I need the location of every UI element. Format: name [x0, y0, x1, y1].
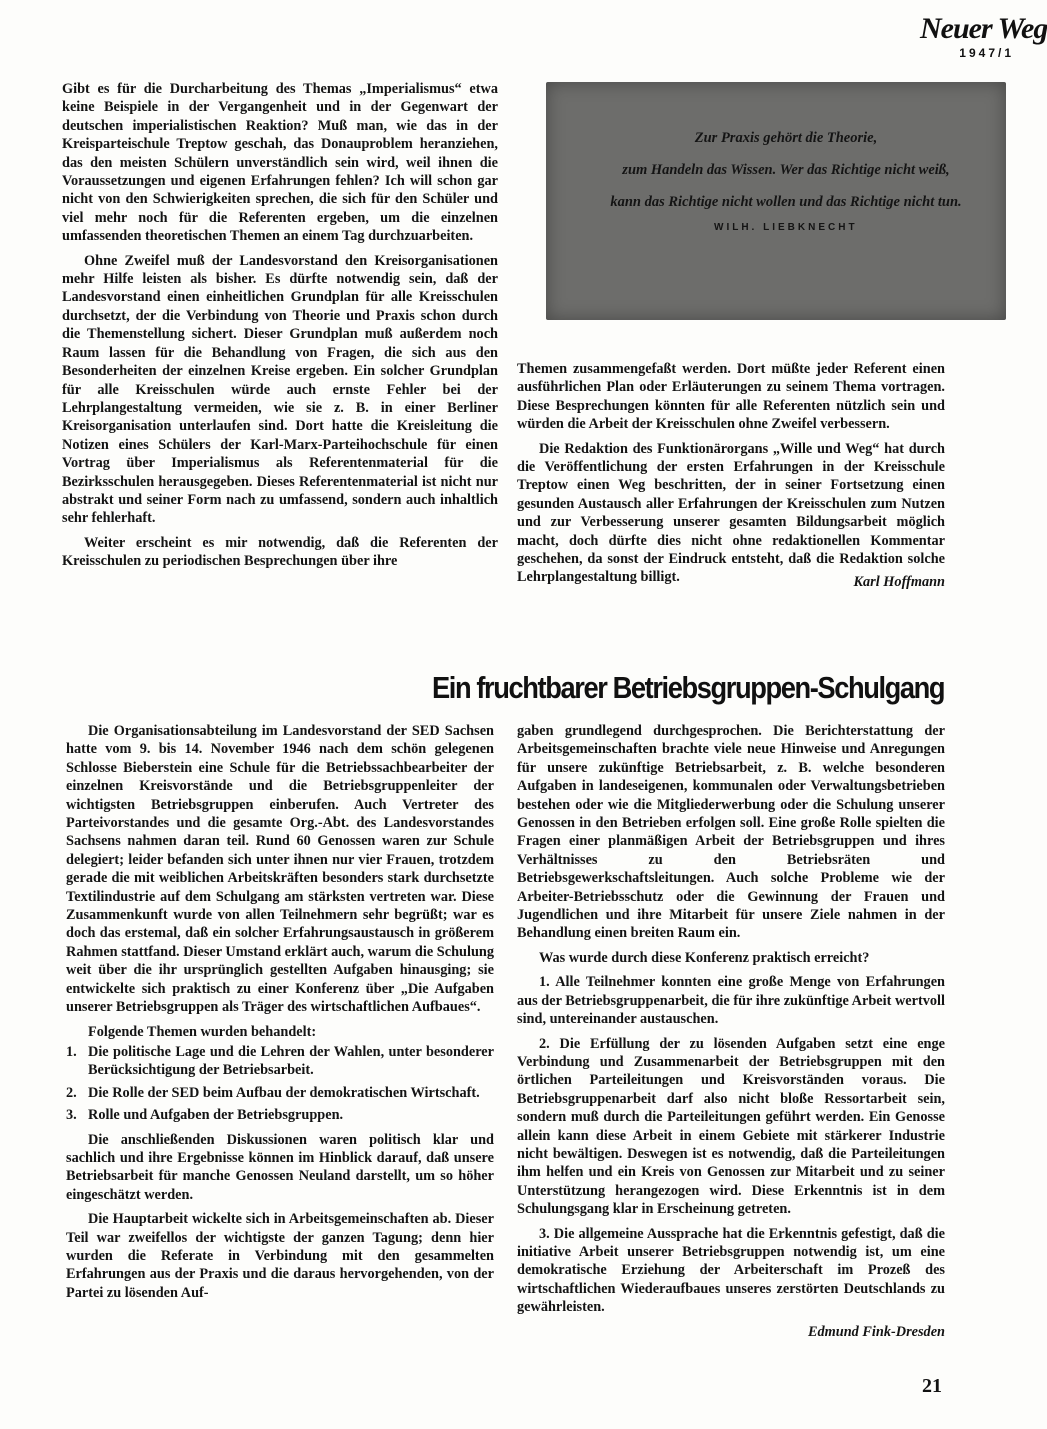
article2-question: Was wurde durch diese Konferenz praktisch erreicht? [539, 949, 870, 966]
article2-signature: Edmund Fink-Dresden [807, 1323, 945, 1340]
topic-number: 2. [66, 1084, 77, 1101]
article2-topics-list [66, 1043, 494, 1125]
article1-left-paragraph-2: Ohne Zweifel muß der Landesvorstand den Kreisorganisationen mehr Hilfe leisten als bisher. Es dürfte notwendig sein, daß der Landesvorstand einen einheitlichen Grundplan für alle Kreisschulen durchsetzt, der die Verbindung von Theorie und Praxis schon durch die Themenstellung sichert. Dieser Grundplan muß außerdem noch Raum lassen für die Behandlung von Fragen, die sich aus den Besonderheiten der einzelnen Kreise ergeben. Ein solcher Grundplan für alle Kreisschulen würde auch ernste Fehler bei der Lehrplangestaltung vermeiden, wie sie z. B. in einer Berliner Kreisorganisation unterlaufen sind. Dort hatte die Kreisleitung die Notizen eines Schülers der Karl-Marx-Parteihochschule für einen Vortrag über Imperialismus als Referentenmaterial für die Bezirksschulen herausgegeben. Dieses Referentenmaterial ist nicht nur abstrakt und seiner Form nach zu umfassend, sondern auch inhaltlich sehr fehlerhaft. [62, 252, 498, 527]
topic-item-2 [66, 1084, 494, 1102]
quote-line-3: kann das Richtige nicht wollen und das Richtige nicht tun. [610, 194, 962, 210]
article2-result-2: 2. Die Erfüllung der zu lösenden Aufgaben setzt eine enge Verbindung und Zusammenarbeit der Betriebsgruppen mit den örtlichen Parteileitungen und Kreisvorständen voraus. Die Betriebsgruppenarbeit darf also nicht bloße Ressortarbeit sein, sondern muß durch die Parteileitungen geführt werden. Ein Genosse allein kann diese Arbeit in einem Gebiete mit stärkerer Industrie nicht bewältigen. Deswegen ist es notwendig, daß die Parteileitungen ihm helfen und ein Kreis von Genossen zur Mitarbeit und zu seiner Unterstützung herangezogen wird. Diese Erkenntnis ist in dem Schulungsgang klar in Erscheinung getreten. [517, 1035, 945, 1218]
article2-left-column [66, 722, 494, 1308]
article2-topics-intro: Folgende Themen wurden behandelt: [88, 1023, 317, 1040]
article2-intro-paragraph: Die Organisationsabteilung im Landesvorstand der SED Sachsen hatte vom 9. bis 14. November 1946 nach dem schön gelegenen Schlosse Bieberstein eine Schule für die Betriebssachbearbeiter der einzelnen Kreisvorstände und die Betriebsgruppenleiter der wichtigsten Betriebsgruppen einberufen. Auch Vertreter des Parteivorstandes und die gesamte Org.-Abt. des Landesvorstandes Sachsens nahmen daran teil. Rund 60 Genossen waren zur Schule delegiert; leider befanden sich unter ihnen nur vier Frauen, trotzdem gerade die mit weiblichen Arbeitskräften besonders stark durchsetzte Textilindustrie auf dem Schulgang am stärksten vertreten war. Diese Zusammenkunft wurde von allen Teilnehmern sehr begrüßt; war es doch das erstemal, daß ein solcher Erfahrungsaustausch in größerem Rahmen stattfand. Dieser Umstand erklärt auch, warum die Schulung weit über die ihr ursprünglich gestellten Aufgaben hinausging; sie entwickelte sich praktisch zu einer Konferenz über „Die Aufgaben unserer Betriebsgruppen als Träger des wirtschaftlichen Aufbaues“. [66, 723, 494, 1016]
article1-signature: Karl Hoffmann [853, 573, 945, 590]
masthead [920, 12, 1047, 60]
topic-text: Die politische Lage und die Lehren der Wahlen, unter besonderer Berücksichtigung der Betriebsarbeit. [88, 1043, 494, 1079]
topic-text: Rolle und Aufgaben der Betriebsgruppen. [88, 1107, 344, 1124]
masthead-issue: 1947/1 [959, 46, 1014, 60]
topic-number: 1. [66, 1043, 77, 1060]
article1-left-paragraph-1: Gibt es für die Durcharbeitung des Themas „Imperialismus“ etwa keine Beispiele in der Vergangenheit und in der Gegenwart der deutschen imperialistischen Reaktion? Muß man, wie das in der Kreisparteischule Treptow geschah, das Donauproblem heranziehen, das den meisten Schülern unverständlich sein wird, weil ihnen die Voraussetzungen und eigenen Erfahrungen fehlen? Ich will schon gar nicht von den Schwierigkeiten sprechen, die sich für den Schüler und viel mehr noch für die Referenten ergeben, um die einzelnen umfassenden theoretischen Themen an einem Tag durchzuarbeiten. [62, 81, 498, 245]
article2-headline: Ein fruchtbarer Betriebsgruppen-Schulgang [432, 670, 945, 705]
article2-right-paragraph-1: gaben grundlegend durchgesprochen. Die Berichterstattung der Arbeitsgemeinschaften brachte viele neue Hinweise und Anregungen für unsere zukünftige Betriebsarbeit, z. B. welche besonderen Aufgaben in landeseigenen, kommunalen oder Verwaltungsbetrieben bestehen oder wie die Mitgliederwerbung oder die Schulung unserer Genossen in den Betrieben erfolgen soll. Eine große Rolle spielten die Fragen einer planmäßigen Arbeit der Betriebsgruppen und ihres Verhältnisses zu den Betriebsräten und Betriebsgewerkschaftsleitungen. Auch solche Probleme wie der Arbeiter-Betriebsschutz oder die Gewinnung der Frauen und Jugendlichen und ihre Mitarbeit für unsere Ziele nahmen in der Behandlung einen breiten Raum ein. [517, 723, 945, 942]
quote-author: WILH. LIEBKNECHT [714, 222, 858, 233]
quote-line-1: Zur Praxis gehört die Theorie, [694, 130, 878, 146]
article1-left-column [62, 80, 498, 577]
topic-item-3 [66, 1106, 494, 1124]
topic-text: Die Rolle der SED beim Aufbau der demokratischen Wirtschaft. [88, 1084, 480, 1101]
quote-line-2: zum Handeln das Wissen. Wer das Richtige nicht weiß, [622, 162, 950, 178]
article1-right-paragraph-2: Die Redaktion des Funktionärorgans „Wille und Weg“ hat durch die Veröffentlichung der ersten Erfahrungen in der Kreisschule Treptow einen Weg beschritten, der in seiner Fortsetzung einen gesunden Austausch aller Erfahrungen der Kreisschulen zum Nutzen und zur Verbesserung unserer gesamten Bildungsarbeit möglich macht, doch dürfte dies nicht ohne redaktionellen Kommentar geschehen, da sonst der Eindruck entsteht, daß die Redaktion solche Lehrplangestaltung billigt. [517, 440, 945, 586]
quote-box [546, 82, 1006, 320]
article1-right-column [517, 360, 945, 591]
topic-number: 3. [66, 1107, 77, 1124]
article2-result-3: 3. Die allgemeine Aussprache hat die Erkenntnis gefestigt, daß die initiative Arbeit unserer Betriebsgruppen notwendig ist, um eine demokratische Erziehung der Arbeiterschaft im Prozeß des wirtschaftlichen Wiederaufbaues unseres zerstörten Deutschlands zu gewährleisten. [517, 1225, 945, 1316]
topic-item-1 [66, 1043, 494, 1080]
article2-result-1: 1. Alle Teilnehmer konnten eine große Menge von Erfahrungen aus der Betriebsgruppenarbeit, die für ihre zukünftige Arbeit wertvoll sind, untereinander austauschen. [517, 974, 945, 1028]
masthead-brand: Neuer Weg [920, 12, 1047, 45]
page-number: 21 [922, 1375, 942, 1397]
article1-left-paragraph-3: Weiter erscheint es mir notwendig, daß die Referenten der Kreisschulen zu periodischen Besprechungen über ihre [62, 534, 498, 570]
article2-left-paragraph-main-work: Die Hauptarbeit wickelte sich in Arbeitsgemeinschaften ab. Dieser Teil war zweifellos der wichtigste der ganzen Tagung; denn hier wurden die Referate in Verbindung mit den gesammelten Erfahrungen aus der Praxis und die daraus hervorgehenden, von der Partei zu lösenden Auf- [66, 1211, 494, 1301]
article1-right-paragraph-1: Themen zusammengefaßt werden. Dort müßte jeder Referent einen ausführlichen Plan oder Erläuterungen zu seinem Thema vortragen. Diese Besprechungen könnten für alle Referenten nützlich sein und würden die Arbeit der Kreisschulen ohne Zweifel verbessern. [517, 361, 945, 433]
article2-left-paragraph-discussion: Die anschließenden Diskussionen waren politisch klar und sachlich und ihre Ergebnisse können im Hinblick darauf, daß unsere Betriebsarbeit für manche Genossen Neuland darstellt, um so höher eingeschätzt werden. [66, 1131, 494, 1203]
article2-right-column [517, 722, 945, 1341]
